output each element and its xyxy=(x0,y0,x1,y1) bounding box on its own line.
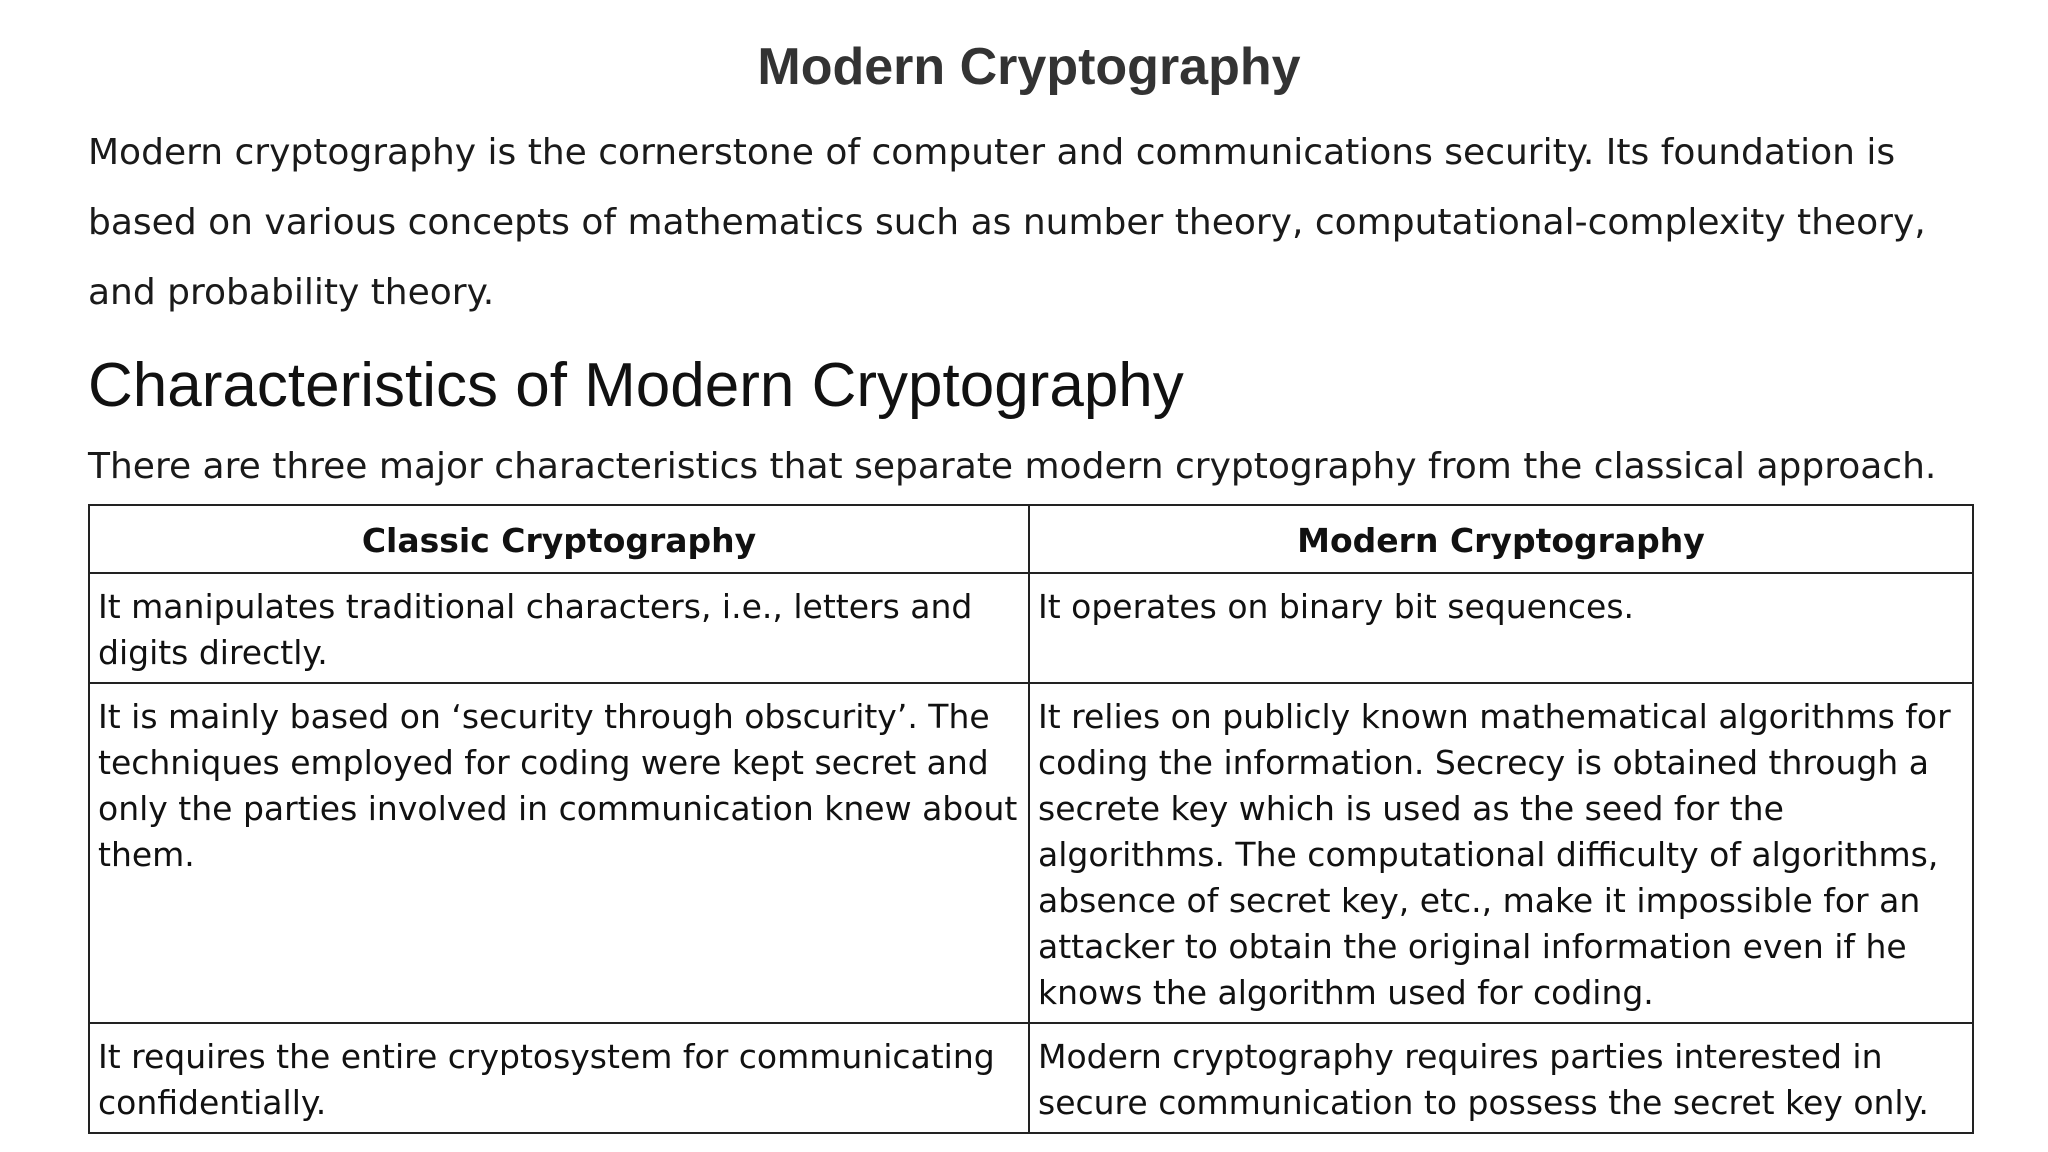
table-cell-modern: It operates on binary bit sequences. xyxy=(1029,573,1973,683)
table-row xyxy=(89,1023,1973,1133)
table-row xyxy=(89,573,1973,683)
document-page xyxy=(88,0,1970,1134)
table-cell-classic: It manipulates traditional characters, i.e., letters and digits directly. xyxy=(89,573,1029,683)
table-cell-classic: It is mainly based on ‘security through obscurity’. The techniques employed for coding were kept secret and only the parties involved in communication knew about them. xyxy=(89,683,1029,1023)
comparison-table xyxy=(88,504,1974,1134)
column-header-modern: Modern Cryptography xyxy=(1029,505,1973,573)
table-header-row xyxy=(89,505,1973,573)
section-lead-paragraph: There are three major characteristics that separate modern cryptography from the classical approach. xyxy=(88,446,1937,487)
table-cell-modern: It relies on publicly known mathematical algorithms for coding the information. Secrecy is obtained through a secrete key which is used as the seed for the algorithms. The computational difficulty of algorithms, absence of secret key, etc., make it impossible for an attacker to obtain the original information even if he knows the algorithm used for coding. xyxy=(1029,683,1973,1023)
section-heading: Characteristics of Modern Cryptography xyxy=(88,351,1184,420)
table-row xyxy=(89,683,1973,1023)
page-title: Modern Cryptography xyxy=(757,38,1301,96)
column-header-classic: Classic Cryptography xyxy=(89,505,1029,573)
table-cell-classic: It requires the entire cryptosystem for communicating confidentially. xyxy=(89,1023,1029,1133)
intro-paragraph: Modern cryptography is the cornerstone of computer and communications security. Its foundation is based on various concepts of mathematics such as number theory, computational-complexity theory, and probability theory. xyxy=(88,132,1926,313)
table-cell-modern: Modern cryptography requires parties interested in secure communication to possess the secret key only. xyxy=(1029,1023,1973,1133)
